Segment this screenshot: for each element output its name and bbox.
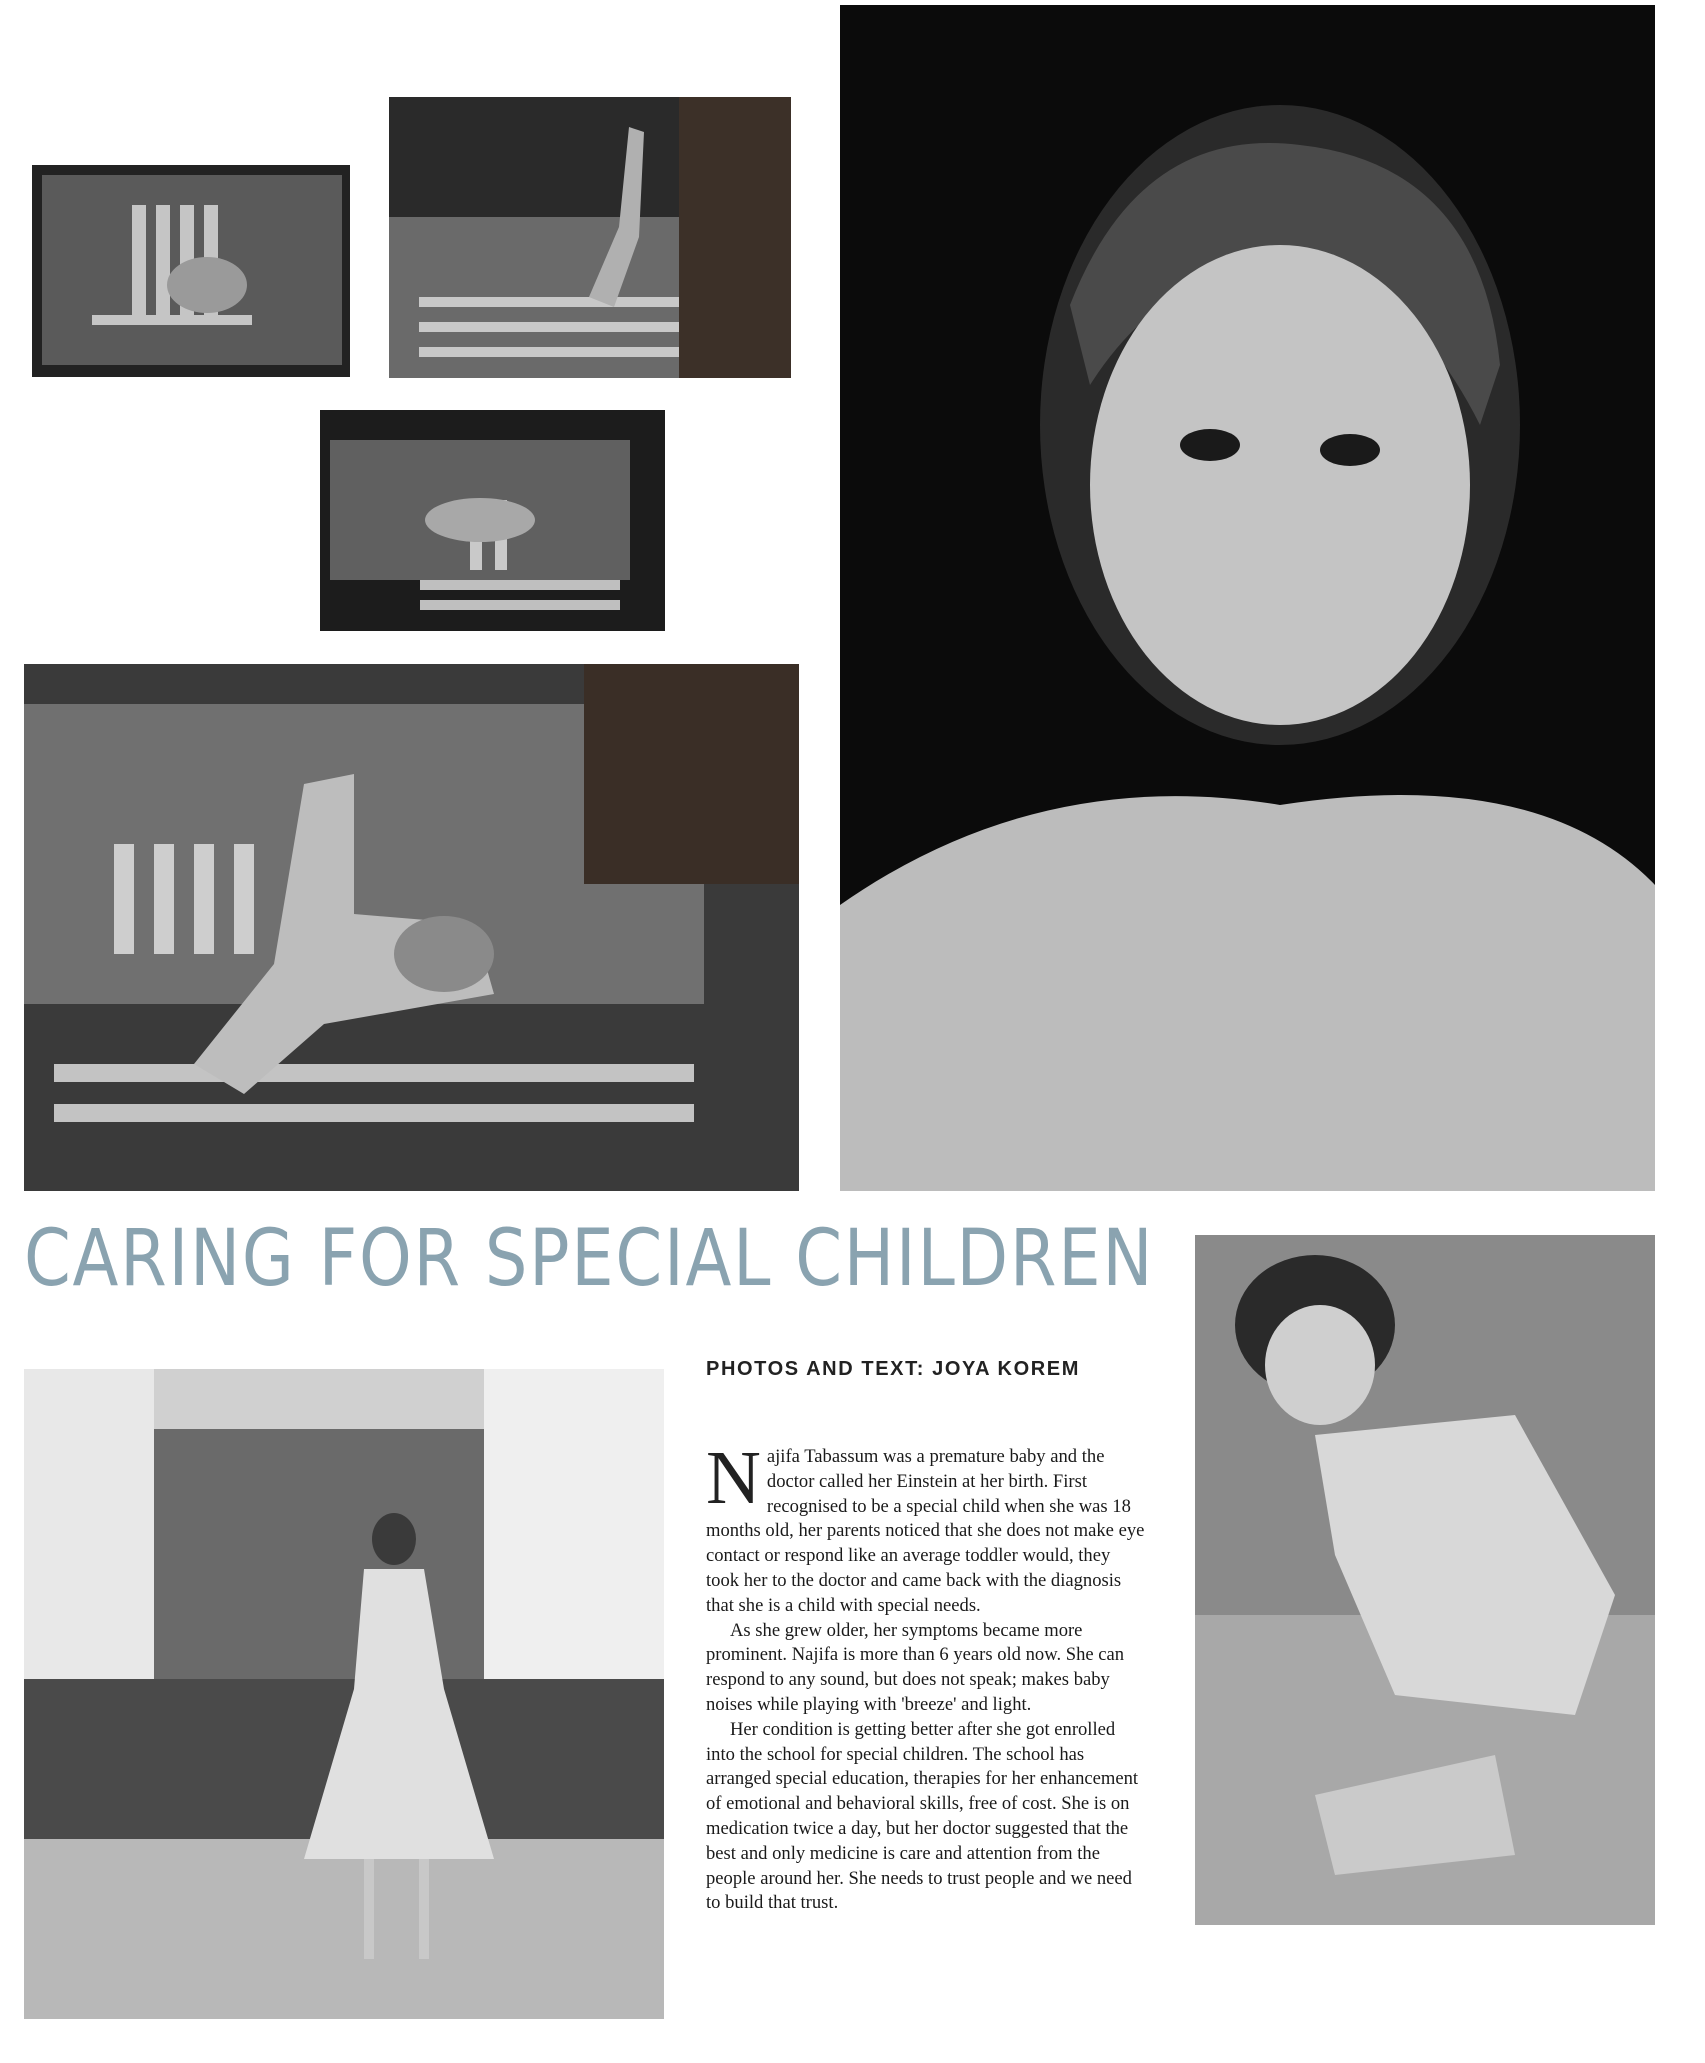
photo-child-on-mattress-1	[32, 165, 350, 377]
article-paragraph-3: Her condition is getting better after she got enrolled into the school for special children. The school has arranged special education, therapies for her enhancement of emotional and behavioral skills, free of cost. She is on medication twice a day, but her doctor suggested that the best and only medicine is care and attention from the people around her. She needs to trust people and we need to build that trust.	[706, 1718, 1139, 1914]
photo-child-lying-stripes	[320, 410, 665, 631]
byline: PHOTOS AND TEXT: JOYA KOREM	[706, 1358, 1080, 1380]
photo-child-legs-up	[389, 97, 791, 378]
article-paragraph-1	[706, 1436, 1146, 1619]
photo-child-curled-on-mattress	[24, 664, 799, 1191]
photo-child-sitting-floor	[1195, 1235, 1655, 1925]
photo-child-on-rooftop	[24, 1369, 664, 2019]
article-body	[706, 1436, 1146, 1916]
article-title: CARING FOR SPECIAL CHILDREN	[24, 1214, 1155, 1304]
photo-child-portrait	[840, 5, 1655, 1191]
article-paragraph-1-text: ajifa Tabassum was a premature baby and the doctor called her Einstein at her birth. First recognised to be a special child when she was 18 months old, her parents noticed that she does not make eye contact or respond like an average toddler would, they took her to the doctor and came back with the diagnosis that she is a child with special needs.	[706, 1446, 1145, 1616]
drop-cap: N	[706, 1436, 761, 1520]
article-paragraph-2: As she grew older, her symptoms became more prominent. Najifa is more than 6 years old now. She can respond to any sound, but does not speak; makes baby noises while playing with 'breeze' and light.	[706, 1619, 1125, 1715]
